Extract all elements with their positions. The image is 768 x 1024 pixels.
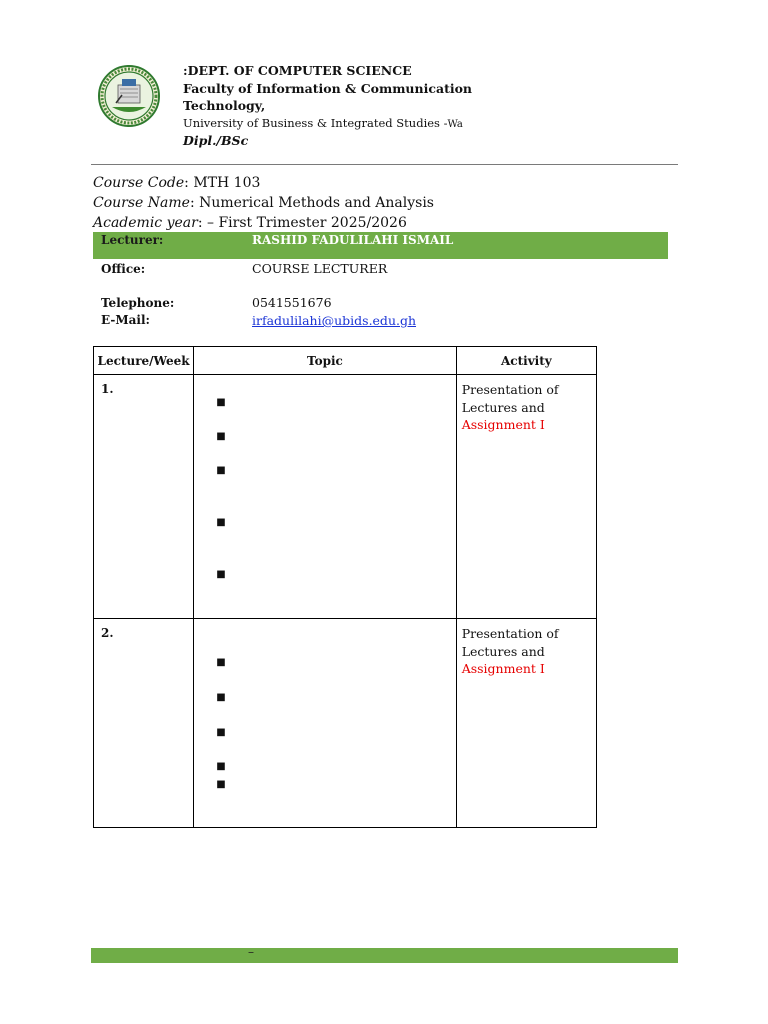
activity-text: Presentation of Lectures and Assignment I: [461, 626, 559, 676]
bullet-icon: ■: [216, 465, 226, 476]
faculty-line-1: Faculty of Information & Communication: [183, 81, 473, 96]
table-row: [94, 375, 597, 619]
week-cell: [94, 619, 194, 828]
course-code: Course Code: MTH 103: [93, 175, 261, 191]
university-name: University of Business & Integrated Studies -Wa: [183, 116, 463, 130]
week-cell: [94, 375, 194, 619]
bullet-icon: ■: [216, 657, 226, 668]
header-activity: Activity: [456, 347, 596, 375]
lecturer-label: Lecturer:: [101, 233, 164, 247]
footer-dash: –: [248, 945, 254, 959]
academic-year: Academic year: – First Trimester 2025/2026: [93, 215, 407, 231]
week-number: 2.: [101, 626, 114, 640]
bullet-icon: ■: [216, 692, 226, 703]
bullet-icon: ■: [216, 431, 226, 442]
footer-bar: [91, 948, 678, 963]
university-suffix: Wa: [447, 119, 463, 130]
lecturer-name: RASHID FADULILAHI ISMAIL: [252, 233, 454, 247]
course-name: Course Name: Numerical Methods and Analysis: [93, 195, 434, 211]
bullet-icon: ■: [216, 761, 226, 772]
bullet-icon: ■: [216, 727, 226, 738]
bullet-icon: ■: [216, 569, 226, 580]
activity-cell: [456, 375, 596, 619]
program-label: Dipl./BSc: [183, 133, 249, 148]
topic-cell: [194, 619, 457, 828]
topic-cell: [194, 375, 457, 619]
header-divider: [91, 164, 678, 165]
activity-cell: [456, 619, 596, 828]
header-topic: Topic: [194, 347, 457, 375]
table-row: [94, 619, 597, 828]
email-label: E-Mail:: [101, 313, 150, 327]
bullet-icon: ■: [216, 397, 226, 408]
dept-title: :DEPT. OF COMPUTER SCIENCE: [183, 63, 412, 78]
schedule-table: [93, 346, 597, 828]
office-label: Office:: [101, 262, 146, 276]
week-number: 1.: [101, 382, 114, 396]
header-lecture-week: Lecture/Week: [94, 347, 194, 375]
table-header-row: [94, 347, 597, 375]
faculty-line-2: Technology,: [183, 98, 266, 113]
university-seal-logo: [98, 65, 160, 127]
assignment-label: Assignment I: [461, 417, 545, 432]
telephone-value: 0541551676: [252, 295, 332, 310]
office-value: COURSE LECTURER: [252, 261, 388, 276]
assignment-label: Assignment I: [461, 661, 545, 676]
email-link[interactable]: irfadulilahi@ubids.edu.gh: [252, 313, 417, 328]
telephone-label: Telephone:: [101, 296, 175, 310]
bullet-icon: ■: [216, 779, 226, 790]
bullet-icon: ■: [216, 517, 226, 528]
activity-text: Presentation of Lectures and Assignment I: [461, 382, 559, 432]
